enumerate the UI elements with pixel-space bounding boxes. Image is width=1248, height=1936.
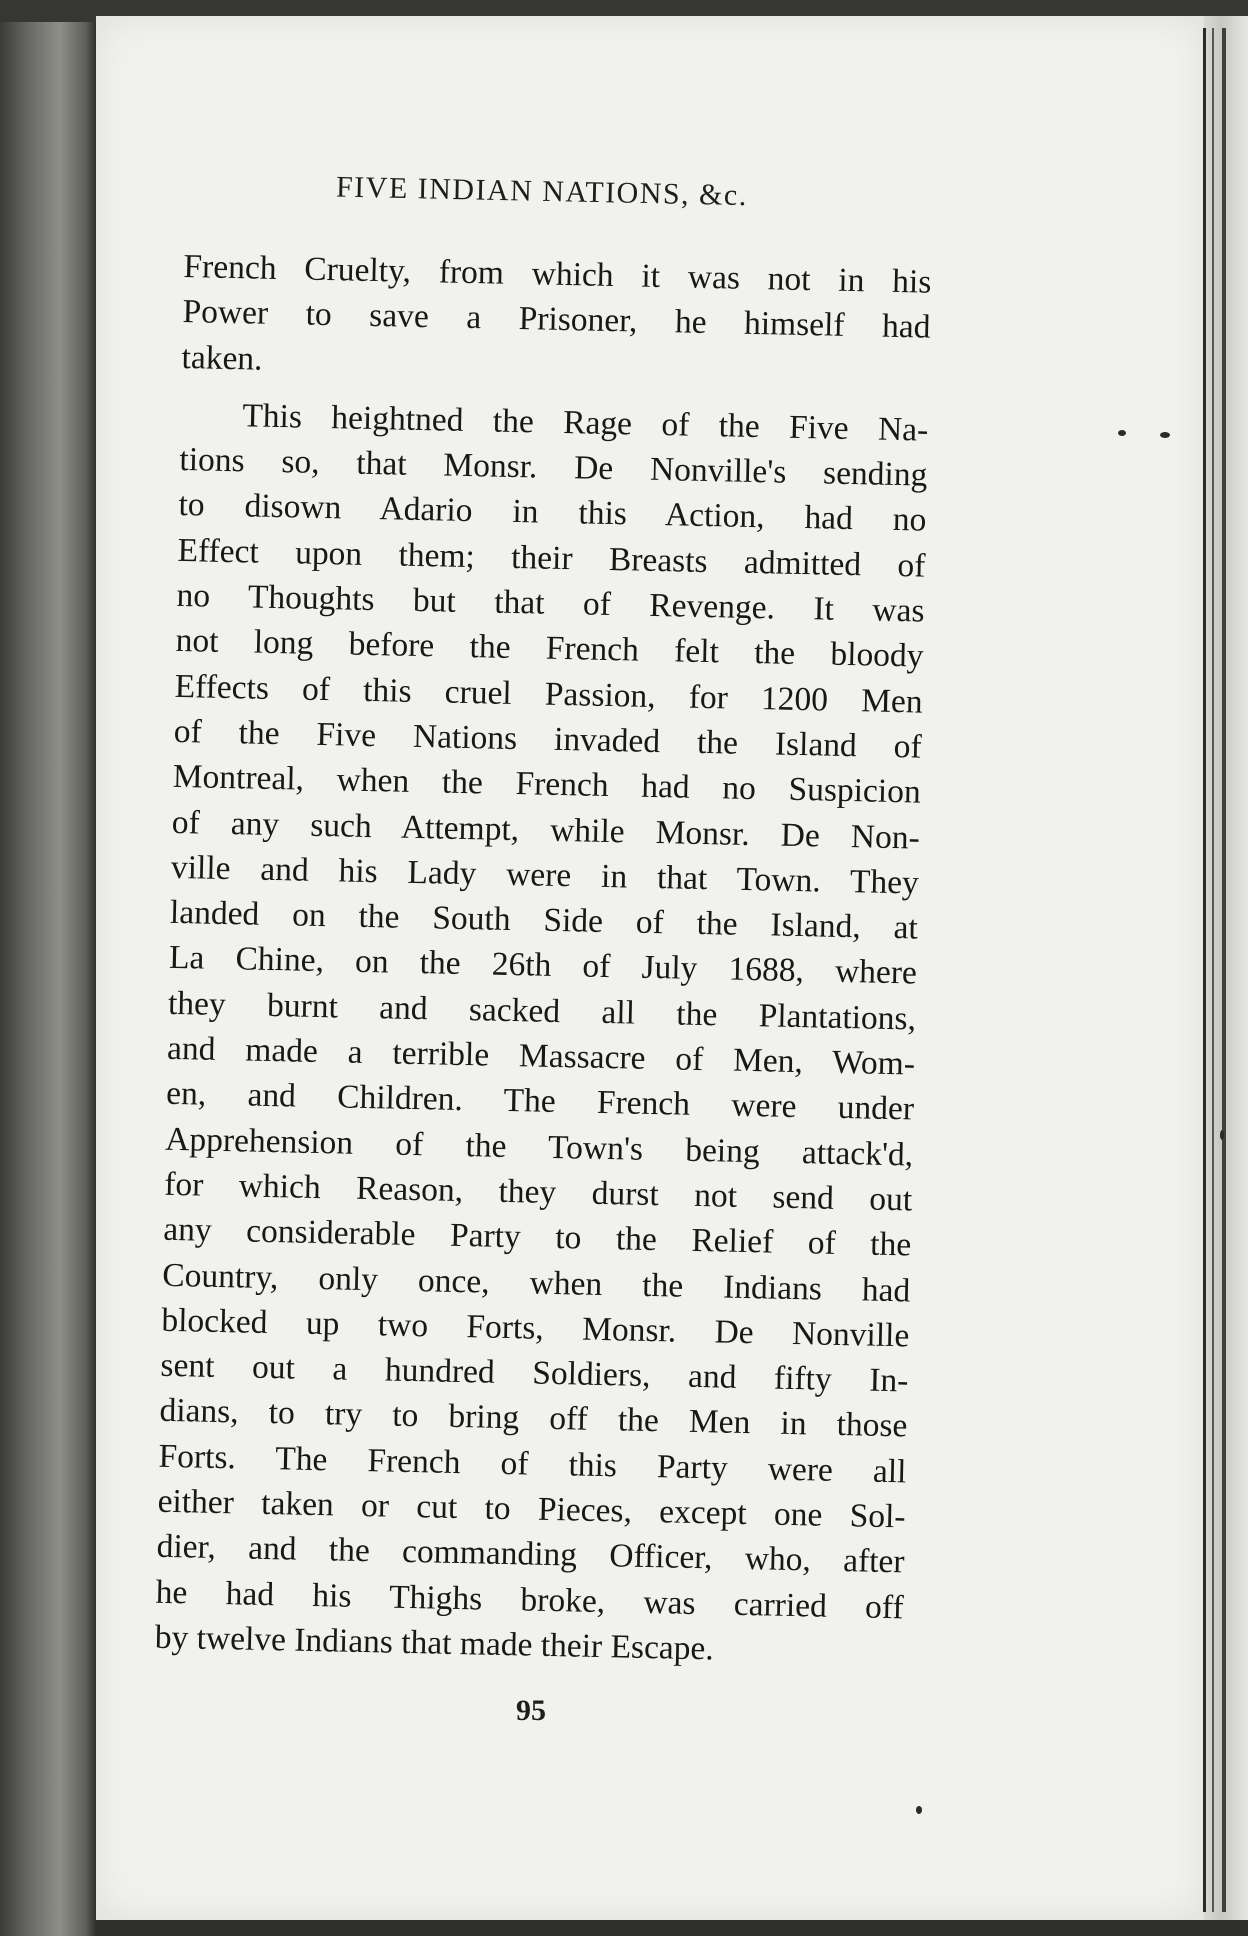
text-line: Apprehension of the Town's being attack'd, <box>164 1120 914 1174</box>
page-edge-line <box>1203 28 1206 1912</box>
text-line: by twelve Indians that made their Escape. <box>154 1618 715 1668</box>
ink-speck <box>1220 1130 1224 1140</box>
text-line: blocked up two Forts, Monsr. De Nonville <box>161 1301 910 1355</box>
body-text <box>154 244 931 1676</box>
text-line: he had his Thighs broke, was carried off <box>155 1573 904 1626</box>
paragraph-2 <box>154 392 928 1676</box>
ink-speck <box>916 1806 922 1814</box>
text-line: they burnt and sacked all the Plantations, <box>167 984 917 1038</box>
text-line: Montreal, when the French had no Suspicion <box>172 758 922 811</box>
text-line: Country, only once, when the Indians had <box>162 1256 911 1309</box>
paragraph-1 <box>181 244 932 396</box>
text-line: sent out a hundred Soldiers, and fifty In- <box>160 1346 909 1400</box>
page-fore-edge <box>1204 16 1248 1920</box>
running-head: FIVE INDIAN NATIONS, &c. <box>335 170 749 213</box>
ink-speck <box>1118 430 1126 436</box>
text-line: This heightned the Rage of the Five Na- <box>242 397 929 449</box>
page-number: 95 <box>516 1694 546 1727</box>
text-line: ville and his Lady were in that Town. They <box>170 848 920 902</box>
text-line: for which Reason, they durst not send out <box>163 1165 913 1219</box>
page-edge-line <box>1222 28 1226 1912</box>
text-line: Effects of this cruel Passion, for 1200 Men <box>174 667 923 721</box>
text-line: no Thoughts but that of Revenge. It was <box>176 577 925 630</box>
text-line: French Cruelty, from which it was not in his <box>183 247 932 301</box>
text-line: of any such Attempt, while Monsr. De Non- <box>171 803 921 857</box>
text-line: tions so, that Monsr. De Nonville's sending <box>179 441 928 494</box>
text-line: La Chine, on the 26th of July 1688, where <box>168 939 918 992</box>
page-edge-line <box>1212 28 1214 1912</box>
text-line: either taken or cut to Pieces, except one Sol- <box>157 1482 906 1536</box>
text-line: taken. <box>181 338 263 378</box>
text-line: not long before the French felt the bloody <box>175 622 924 675</box>
text-line: landed on the South Side of the Island, at <box>169 894 919 947</box>
ink-speck <box>1160 432 1170 438</box>
text-line: and made a terrible Massacre of Men, Wom- <box>166 1029 916 1083</box>
text-line: to disown Adario in this Action, had no <box>178 486 927 540</box>
text-line: Power to save a Prisoner, he himself had <box>182 293 931 346</box>
text-line: of the Five Nations invaded the Island of <box>173 712 923 766</box>
text-line: Forts. The French of this Party were all <box>158 1437 907 1491</box>
text-line: en, and Children. The French were under <box>165 1075 915 1128</box>
text-line: Effect upon them; their Breasts admitted of <box>177 531 926 585</box>
text-line: dier, and the commanding Officer, who, after <box>156 1528 905 1581</box>
text-line: dians, to try to bring off the Men in those <box>159 1392 908 1445</box>
text-line: any considerable Party to the Relief of the <box>162 1211 912 1264</box>
